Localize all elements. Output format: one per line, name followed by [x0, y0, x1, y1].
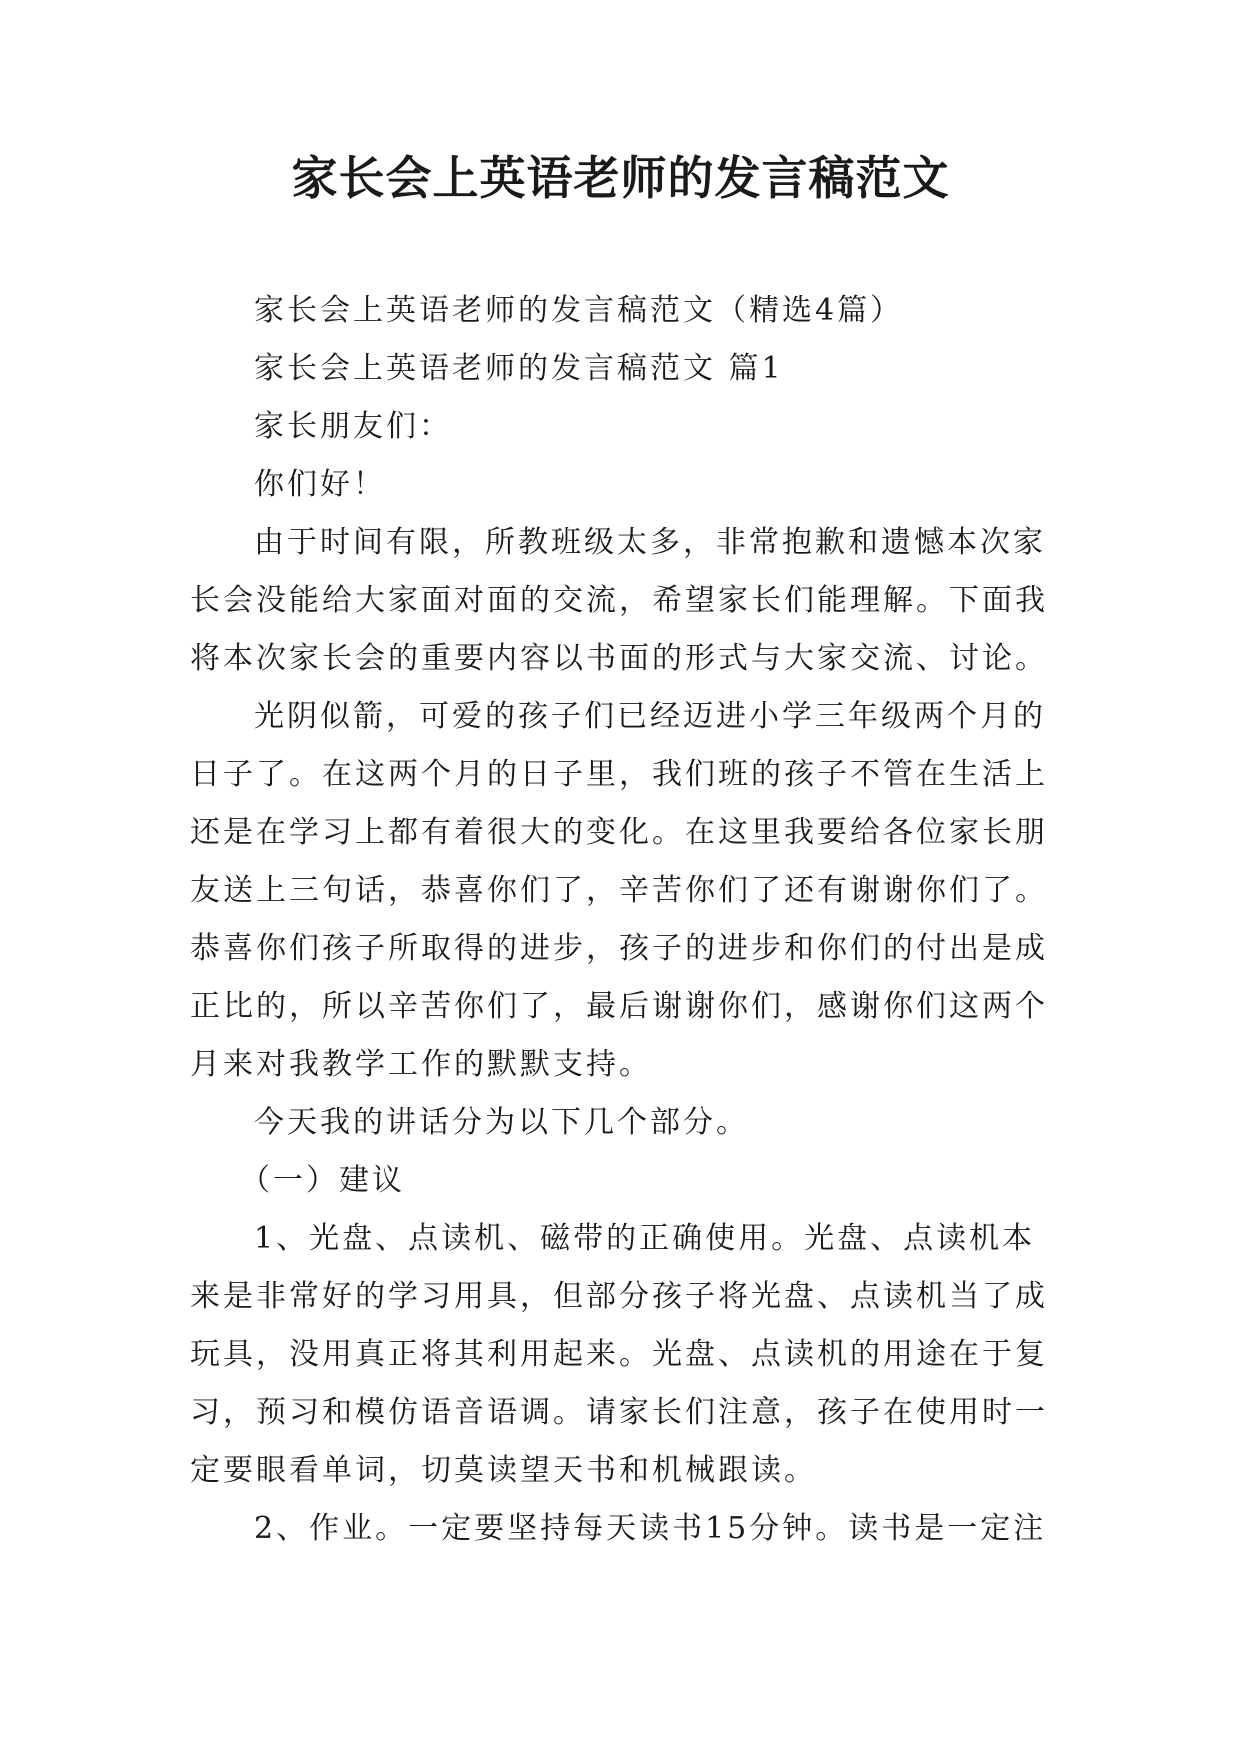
paragraph-salutation: 家长朋友们： — [254, 409, 452, 444]
paragraph-body: 由于时间有限，所教班级太多，非常抱歉和遗憾本次家长会没能给大家面对面的交流，希望家长们能理解。下面我将本次家长会的重要内容以书面的形式与大家交流、讨论。 — [190, 525, 1048, 676]
paragraph-section-heading: 家长会上英语老师的发言稿范文 篇1 — [254, 351, 784, 386]
document-title: 家长会上英语老师的发言稿范文 — [291, 151, 950, 205]
paragraph-greeting: 你们好！ — [254, 467, 386, 502]
paragraph-body: 今天我的讲话分为以下几个部分。 — [254, 1105, 749, 1140]
paragraph-body: 光阴似箭，可爱的孩子们已经迈进小学三年级两个月的日子了。在这两个月的日子里，我们班的孩子不管在生活上还是在学习上都有着很大的变化。在这里我要给各位家长朋友送上三句话，恭喜你们了，辛苦你们了还有谢谢你们了。恭喜你们孩子所取得的进步，孩子的进步和你们的付出是成正比的，所以辛苦你们了，最后谢谢你们，感谢你们这两个月来对我教学工作的默默支持。 — [190, 699, 1048, 1082]
document-body — [190, 282, 1050, 1558]
paragraph-subheading: （一）建议 — [240, 1163, 405, 1198]
paragraph-subtitle: 家长会上英语老师的发言稿范文（精选4篇） — [254, 293, 904, 328]
paragraph-body: 1、光盘、点读机、磁带的正确使用。光盘、点读机本来是非常好的学习用具，但部分孩子将光盘、点读机当了成玩具，没用真正将其利用起来。光盘、点读机的用途在于复习，预习和模仿语音语调。请家长们注意，孩子在使用时一定要眼看单词，切莫读望天书和机械跟读。 — [190, 1221, 1048, 1488]
paragraph-body: 2、作业。一定要坚持每天读书15分钟。读书是一定注 — [254, 1511, 1047, 1546]
